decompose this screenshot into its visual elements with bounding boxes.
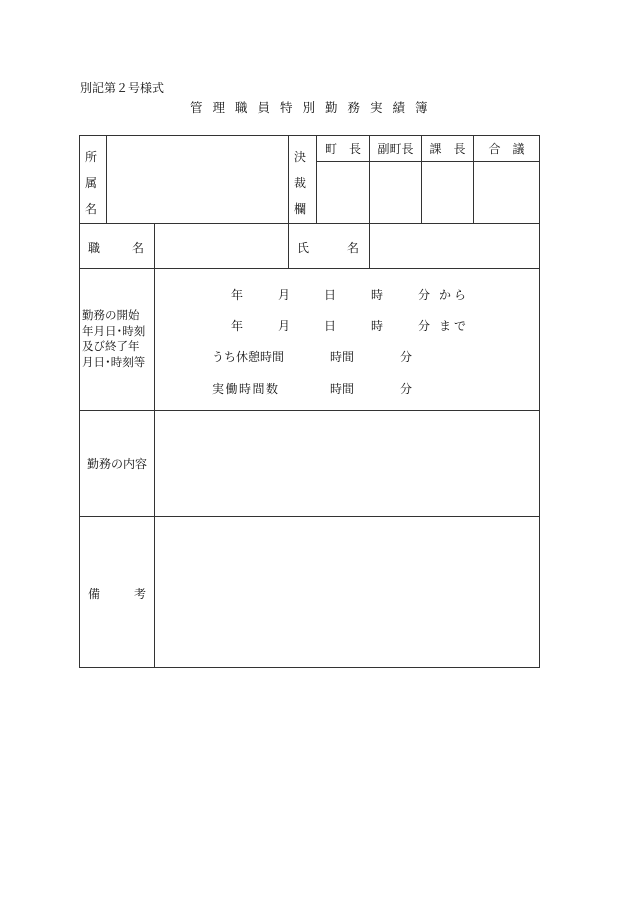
end-suffix: まで (439, 319, 470, 333)
approver-consultation-header: 合 議 (488, 142, 525, 156)
seal-cell-consultation[interactable] (474, 162, 539, 223)
affiliation-label-char: 属 (84, 176, 97, 190)
seal-cell-mayor[interactable] (317, 162, 369, 223)
start-hour-unit: 時 (371, 288, 384, 302)
end-hour-unit: 時 (371, 319, 384, 333)
seal-cell-section-chief[interactable] (422, 162, 473, 223)
work-content-label: 勤務の内容 (86, 457, 147, 471)
affiliation-value-cell[interactable] (107, 136, 288, 223)
name-value-cell[interactable] (370, 224, 539, 268)
seal-cell-deputy-mayor[interactable] (370, 162, 421, 223)
affiliation-label-char: 所 (84, 150, 97, 164)
approver-deputy-mayor-header: 副町長 (377, 142, 414, 156)
remarks-label-char: 備 (88, 587, 101, 601)
form-title: 管理職員特別勤務実績簿 (190, 100, 438, 115)
work-content-cell[interactable] (155, 411, 539, 516)
affiliation-label (84, 144, 98, 222)
start-year-unit: 年 (231, 288, 244, 302)
remarks-label (88, 585, 146, 602)
name-label (297, 239, 359, 256)
approval-label-char: 決 (293, 150, 306, 164)
actual-hours-unit: 時間 (330, 382, 355, 396)
period-label (82, 308, 145, 370)
actual-minutes-unit: 分 (400, 382, 413, 396)
period-label-line: 月日･時刻等 (82, 354, 146, 369)
end-month-unit: 月 (278, 319, 291, 333)
position-label-char: 名 (131, 241, 144, 255)
end-minute-unit: 分 (418, 319, 431, 333)
approver-mayor-header: 町 長 (324, 142, 361, 156)
position-label-char: 職 (88, 241, 101, 255)
break-hours-unit: 時間 (330, 350, 355, 364)
position-value-cell[interactable] (155, 224, 288, 268)
period-label-line: 年月日･時刻 (82, 323, 146, 338)
break-time-label: うち休憩時間 (212, 350, 285, 364)
position-label (88, 239, 144, 256)
approval-label-char: 裁 (293, 176, 306, 190)
remarks-cell[interactable] (155, 517, 539, 667)
actual-hours-label: 実働時間数 (212, 382, 280, 396)
period-label-line: 勤務の開始 (82, 308, 140, 322)
start-minute-unit: 分 (418, 288, 431, 302)
name-label-char: 氏 (297, 241, 310, 255)
start-suffix: から (439, 288, 470, 302)
remarks-label-char: 考 (133, 587, 146, 601)
period-label-line: 及び終了年 (82, 339, 140, 353)
form-number: 別記第２号様式 (80, 81, 165, 95)
start-month-unit: 月 (278, 288, 291, 302)
approval-label (293, 144, 307, 222)
approval-label-char: 欄 (293, 202, 306, 216)
end-year-unit: 年 (231, 319, 244, 333)
end-day-unit: 日 (324, 319, 337, 333)
start-day-unit: 日 (324, 288, 337, 302)
approver-section-chief-header: 課 長 (429, 142, 466, 156)
break-minutes-unit: 分 (400, 350, 413, 364)
name-label-char: 名 (346, 241, 359, 255)
affiliation-label-char: 名 (84, 202, 97, 216)
